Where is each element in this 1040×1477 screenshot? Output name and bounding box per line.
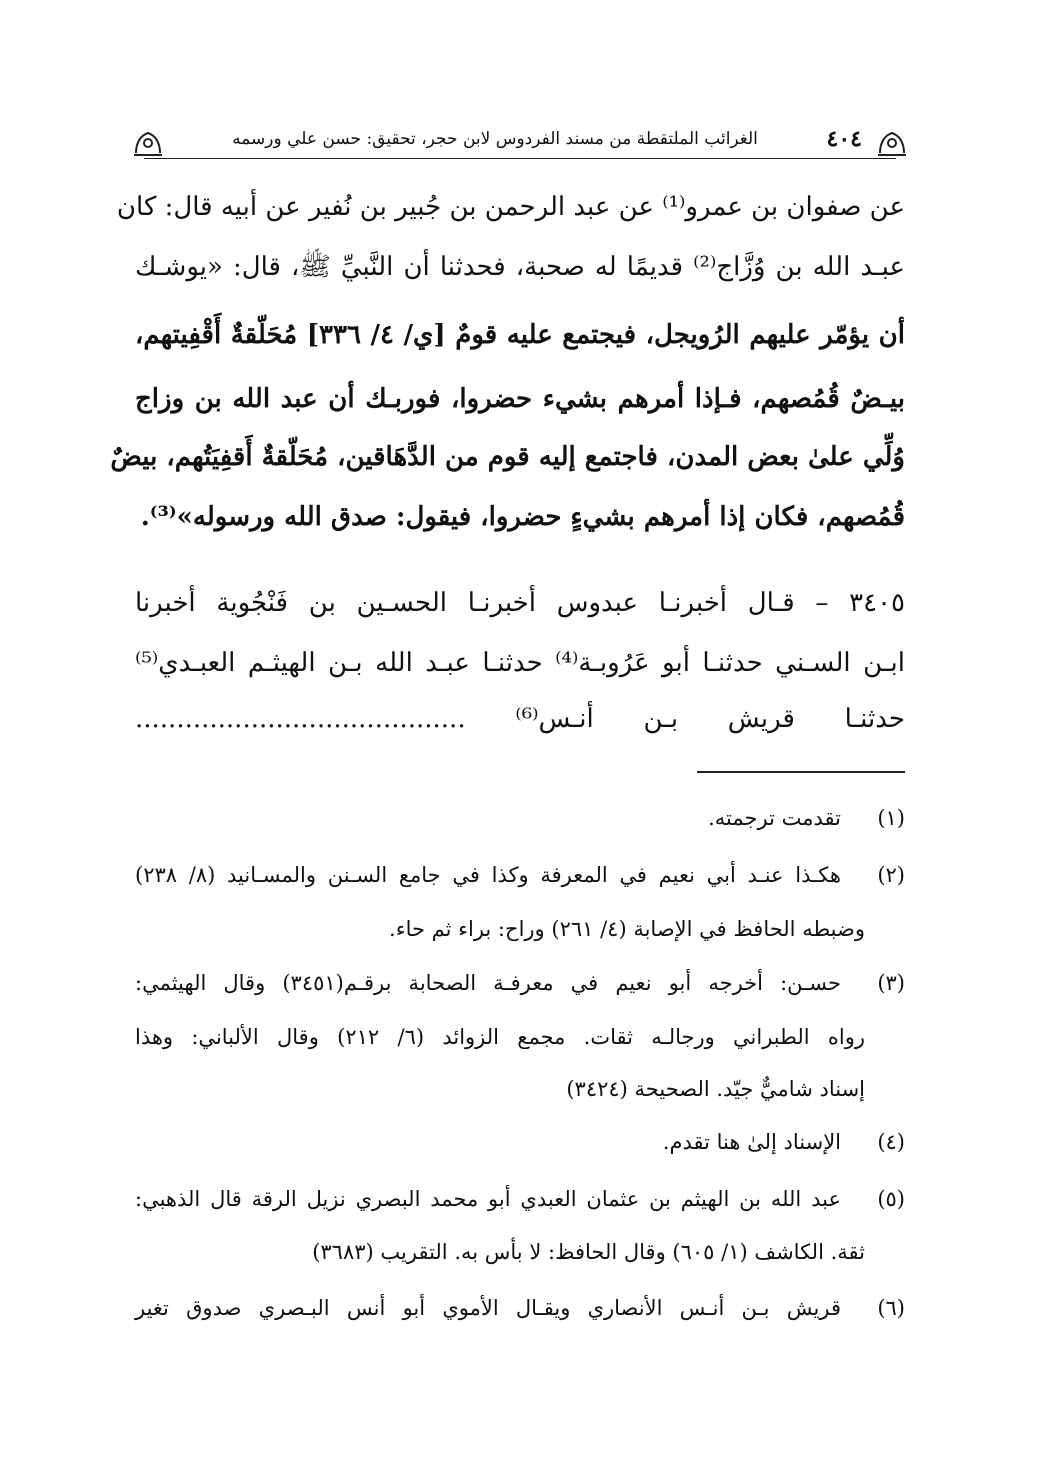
text-line: عبـد الله بن وُزَّاج⁽²⁾ قديمًا له صحبة، فحدثنا أن النَّبيِّ ﷺ، قال: «يوشـك bbox=[135, 252, 905, 282]
footnote-item bbox=[135, 1180, 905, 1218]
hadith-line: ابـن السـني حدثنـا أبو عَرُوبـة⁽⁴⁾ حدثنـا عبـد الله بـن الهيثـم العبـدي⁽⁵⁾ bbox=[135, 648, 905, 678]
page-number: ٤٠٤ bbox=[826, 126, 862, 152]
text-line: وُلِّي علىٰ بعض المدن، فاجتمع إليه قوم من الدَّهَاقين، مُحَلّقةٌ أَقفِيَتُهم، بيضٌ bbox=[110, 442, 905, 472]
footnote-continuation bbox=[135, 1018, 905, 1056]
text-line: قُمُصهم، فكان إذا أمرهم بشيءٍ حضروا، فيقول: صدق الله ورسوله»⁽³⁾. bbox=[140, 502, 905, 532]
hadith-line: حدثنـا قريش بـن أنـس⁽⁶⁾ ........................................ bbox=[135, 704, 905, 734]
footnote-item bbox=[135, 1289, 905, 1327]
footnotes bbox=[110, 0, 905, 1477]
footnote-text: حسـن: أخرجه أبو نعيم في معرفـة الصحابة برقـم(٣٤٥١) وقال الهيثمي: bbox=[135, 971, 842, 995]
footnote-text: وضبطه الحافظ في الإصابة (٤/ ٢٦١) وراح: براء ثم حاء. bbox=[389, 917, 865, 941]
text-line: أن يؤمّر عليهم الرُويجل، فيجتمع عليه قومٌ [ي/ ٤/ ٣٣٦] مُحَلّقةٌ أَقْفِيتهم، bbox=[135, 320, 905, 350]
footnote-text: هكـذا عنـد أبي نعيم في المعرفة وكذا في جامع السـنن والمسـانيد (٨/ ٢٣٨) bbox=[135, 863, 841, 887]
footnote-number: (٤) bbox=[877, 1130, 905, 1154]
footnote-number: (٣) bbox=[877, 971, 905, 995]
footnote-continuation bbox=[135, 1233, 905, 1271]
footnote-item bbox=[135, 799, 905, 837]
footnote-text: ثقة. الكاشف (١/ ٦٠٥) وقال الحافظ: لا بأس به. التقريب (٣٦٨٣) bbox=[312, 1240, 865, 1264]
footnote-number: (٦) bbox=[877, 1296, 905, 1320]
footnote-text: الإسناد إلىٰ هنا تقدم. bbox=[662, 1130, 841, 1154]
footnote-text: عبد الله بن الهيثم بن عثمان العبدي أبو محمد البصري نزيل الرقة قال الذهبي: bbox=[135, 1187, 841, 1211]
text-line: عن صفوان بن عمرو⁽¹⁾ عن عبد الرحمن بن جُبير بن نُفير عن أبيه قال: كان bbox=[116, 192, 905, 222]
footnote-continuation bbox=[135, 1070, 905, 1108]
footnote-number: (٥) bbox=[877, 1187, 905, 1211]
text-line: بيـضٌ قُمُصهم، فـإذا أمرهم بشيء حضروا، فوربـك أن عبد الله بن وزاج bbox=[135, 384, 905, 414]
footnote-number: (١) bbox=[877, 806, 905, 830]
hadith-line: ٣٤٠٥ – قـال أخبرنـا عبدوس أخبرنـا الحسـين بن فَنْجُوية أخبرنا bbox=[135, 588, 905, 618]
footnote-text: رواه الطبراني ورجالـه ثقات. مجمع الزوائد (٦/ ٢١٢) وقال الألباني: وهذا bbox=[135, 1025, 866, 1049]
footnote-text: تقدمت ترجمته. bbox=[708, 806, 841, 830]
footnote-item bbox=[135, 856, 905, 894]
footnote-number: (٢) bbox=[877, 863, 905, 887]
footnote-item bbox=[135, 964, 905, 1002]
footnote-continuation bbox=[135, 910, 905, 948]
running-title: الغرائب الملتقطة من مسند الفردوس لابن حجر، تحقيق: حسن علي ورسمه bbox=[232, 129, 758, 149]
footnote-item bbox=[135, 1123, 905, 1161]
footnote-text: قريش بـن أنـس الأنصاري ويقـال الأموي أبو أنس البـصري صدوق تغير bbox=[135, 1296, 841, 1320]
footnote-text: إسناد شاميٌّ جيّد. الصحيحة (٣٤٢٤) bbox=[566, 1077, 865, 1101]
